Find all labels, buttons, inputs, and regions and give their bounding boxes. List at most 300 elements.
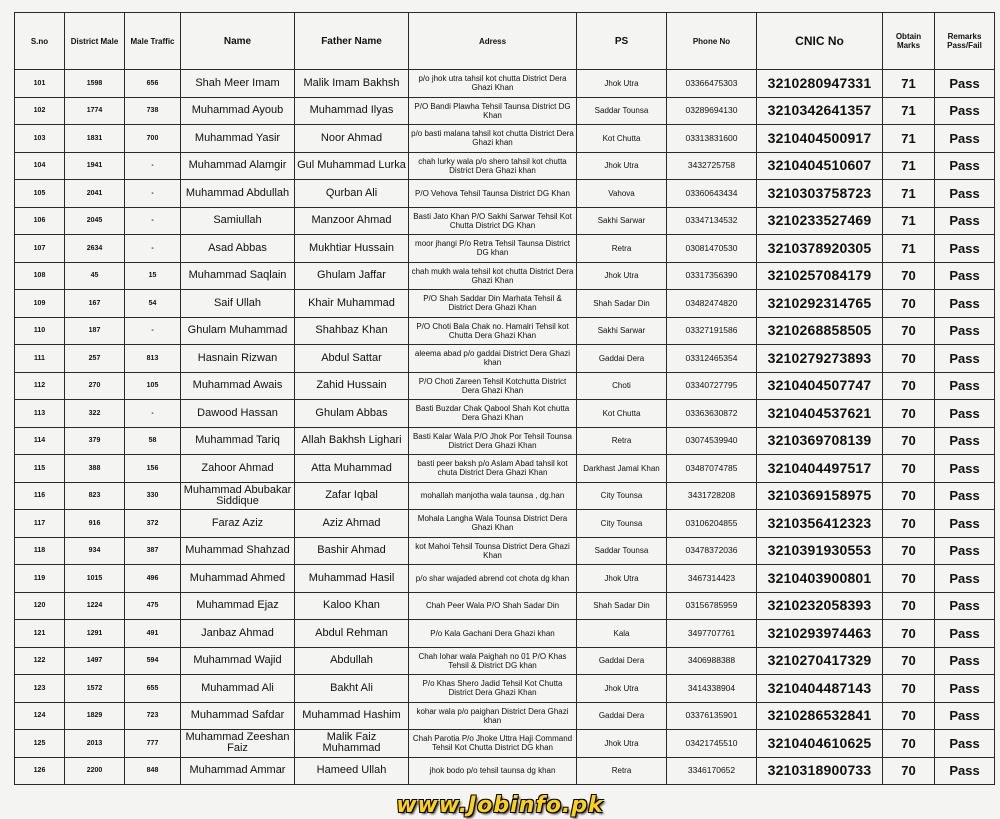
cell-name: Saif Ullah — [181, 290, 295, 318]
header-father-name: Father Name — [295, 13, 409, 70]
cell-address: basti peer baksh p/o Aslam Abad tahsil kot chuta District Dera Ghazi Khan — [409, 455, 577, 483]
cell-district-male: 379 — [65, 427, 125, 455]
cell-sno: 111 — [15, 345, 65, 373]
cell-sno: 120 — [15, 592, 65, 620]
cell-name: Muhammad Ammar — [181, 757, 295, 785]
cell-cnic: 3210404487143 — [757, 675, 883, 703]
cell-marks: 71 — [883, 125, 935, 153]
cell-male-traffic: - — [125, 400, 181, 428]
cell-father-name: Qurban Ali — [295, 180, 409, 208]
cell-sno: 124 — [15, 702, 65, 730]
cell-male-traffic: 387 — [125, 537, 181, 565]
cell-remark: Pass — [935, 455, 995, 483]
cell-remark: Pass — [935, 207, 995, 235]
cell-father-name: Manzoor Ahmad — [295, 207, 409, 235]
cell-father-name: Mukhtiar Hussain — [295, 235, 409, 263]
cell-father-name: Malik Imam Bakhsh — [295, 70, 409, 98]
cell-sno: 113 — [15, 400, 65, 428]
table-row — [15, 647, 995, 675]
cell-district-male: 1291 — [65, 620, 125, 648]
header-male-traffic: Male Traffic — [125, 13, 181, 70]
cell-sno: 122 — [15, 647, 65, 675]
cell-remark: Pass — [935, 125, 995, 153]
cell-phone: 03313831600 — [667, 125, 757, 153]
cell-marks: 70 — [883, 482, 935, 510]
cell-sno: 106 — [15, 207, 65, 235]
cell-address: aleema abad p/o gaddai District Dera Ghazi khan — [409, 345, 577, 373]
cell-district-male: 934 — [65, 537, 125, 565]
cell-remark: Pass — [935, 97, 995, 125]
header-marks: Obtain Marks — [883, 13, 935, 70]
cell-cnic: 3210318900733 — [757, 757, 883, 785]
cell-male-traffic: 594 — [125, 647, 181, 675]
cell-name: Muhammad Tariq — [181, 427, 295, 455]
cell-ps: Saddar Tounsa — [577, 97, 667, 125]
cell-ps: Shah Sadar Din — [577, 290, 667, 318]
cell-male-traffic: 700 — [125, 125, 181, 153]
cell-district-male: 2045 — [65, 207, 125, 235]
cell-phone: 03376135901 — [667, 702, 757, 730]
cell-remark: Pass — [935, 537, 995, 565]
cell-name: Muhammad Zeeshan Faiz — [181, 730, 295, 758]
cell-remark: Pass — [935, 70, 995, 98]
cell-sno: 118 — [15, 537, 65, 565]
cell-father-name: Abdullah — [295, 647, 409, 675]
cell-district-male: 1829 — [65, 702, 125, 730]
cell-marks: 71 — [883, 152, 935, 180]
cell-cnic: 3210286532841 — [757, 702, 883, 730]
cell-cnic: 3210270417329 — [757, 647, 883, 675]
cell-male-traffic: 58 — [125, 427, 181, 455]
cell-address: p/o jhok utra tahsil kot chutta District Dera Ghazi Khan — [409, 70, 577, 98]
cell-sno: 107 — [15, 235, 65, 263]
cell-address: Mohala Langha Wala Tounsa District Dera Ghazi Khan — [409, 510, 577, 538]
table-row — [15, 125, 995, 153]
cell-name: Ghulam Muhammad — [181, 317, 295, 345]
cell-male-traffic: 848 — [125, 757, 181, 785]
cell-cnic: 3210378920305 — [757, 235, 883, 263]
cell-cnic: 3210293974463 — [757, 620, 883, 648]
cell-phone: 3406988388 — [667, 647, 757, 675]
cell-district-male: 2013 — [65, 730, 125, 758]
cell-address: kohar wala p/o paighan District Dera Ghazi khan — [409, 702, 577, 730]
cell-address: chah lurky wala p/o shero tahsil kot chutta District Dera Ghazi khan — [409, 152, 577, 180]
cell-name: Muhammad Ahmed — [181, 565, 295, 593]
cell-cnic: 3210404500917 — [757, 125, 883, 153]
cell-ps: Saddar Tounsa — [577, 537, 667, 565]
cell-address: Chah Parotia P/o Jhoke Uttra Haji Command Tehsil Kot Chutta District DG khan — [409, 730, 577, 758]
table-row — [15, 427, 995, 455]
cell-name: Muhammad Shahzad — [181, 537, 295, 565]
cell-address: Basti Jato Khan P/O Sakhi Sarwar Tehsil Kot Chutta District DG Khan — [409, 207, 577, 235]
cell-name: Hasnain Rizwan — [181, 345, 295, 373]
table-row — [15, 455, 995, 483]
cell-marks: 70 — [883, 730, 935, 758]
cell-father-name: Kaloo Khan — [295, 592, 409, 620]
cell-name: Muhammad Awais — [181, 372, 295, 400]
cell-name: Muhammad Abdullah — [181, 180, 295, 208]
cell-male-traffic: 105 — [125, 372, 181, 400]
cell-address: kot Mahoi Tehsil Tounsa District Dera Ghazi Khan — [409, 537, 577, 565]
cell-district-male: 187 — [65, 317, 125, 345]
cell-sno: 112 — [15, 372, 65, 400]
table-row — [15, 152, 995, 180]
cell-ps: Gaddai Dera — [577, 345, 667, 373]
table-row — [15, 345, 995, 373]
cell-phone: 03347134532 — [667, 207, 757, 235]
cell-cnic: 3210404497517 — [757, 455, 883, 483]
cell-phone: 03478372036 — [667, 537, 757, 565]
watermark: www.Jobinfo.pk — [396, 793, 604, 818]
cell-remark: Pass — [935, 262, 995, 290]
cell-name: Faraz Aziz — [181, 510, 295, 538]
cell-cnic: 3210233527469 — [757, 207, 883, 235]
cell-male-traffic: - — [125, 207, 181, 235]
cell-sno: 108 — [15, 262, 65, 290]
cell-father-name: Bashir Ahmad — [295, 537, 409, 565]
cell-cnic: 3210356412323 — [757, 510, 883, 538]
cell-sno: 126 — [15, 757, 65, 785]
cell-phone: 03363630872 — [667, 400, 757, 428]
cell-remark: Pass — [935, 647, 995, 675]
cell-ps: Jhok Utra — [577, 152, 667, 180]
table-row — [15, 317, 995, 345]
table-row — [15, 510, 995, 538]
cell-sno: 115 — [15, 455, 65, 483]
cell-remark: Pass — [935, 180, 995, 208]
cell-address: P/O Choti Zareen Tehsil Kotchutta District Dera Ghazi Khan — [409, 372, 577, 400]
cell-male-traffic: 491 — [125, 620, 181, 648]
cell-address: Chah lohar wala Paighah no 01 P/O Khas Tehsil & District DG khan — [409, 647, 577, 675]
cell-ps: Jhok Utra — [577, 675, 667, 703]
cell-remark: Pass — [935, 317, 995, 345]
cell-sno: 121 — [15, 620, 65, 648]
cell-phone: 03106204855 — [667, 510, 757, 538]
cell-father-name: Abdul Sattar — [295, 345, 409, 373]
cell-address: p/o shar wajaded abrend cot chota dg khan — [409, 565, 577, 593]
cell-district-male: 1572 — [65, 675, 125, 703]
cell-cnic: 3210404610625 — [757, 730, 883, 758]
cell-ps: Kot Chutta — [577, 125, 667, 153]
cell-address: mohallah manjotha wala taunsa , dg.han — [409, 482, 577, 510]
cell-district-male: 2634 — [65, 235, 125, 263]
cell-phone: 03081470530 — [667, 235, 757, 263]
cell-sno: 104 — [15, 152, 65, 180]
header-remarks: Remarks Pass/Fail — [935, 13, 995, 70]
cell-male-traffic: 330 — [125, 482, 181, 510]
cell-name: Muhammad Ali — [181, 675, 295, 703]
cell-father-name: Atta Muhammad — [295, 455, 409, 483]
cell-ps: Shah Sadar Din — [577, 592, 667, 620]
table-row — [15, 262, 995, 290]
table-row — [15, 702, 995, 730]
cell-male-traffic: - — [125, 180, 181, 208]
cell-marks: 71 — [883, 180, 935, 208]
cell-marks: 70 — [883, 757, 935, 785]
cell-male-traffic: 496 — [125, 565, 181, 593]
cell-phone: 03340727795 — [667, 372, 757, 400]
cell-male-traffic: 54 — [125, 290, 181, 318]
cell-remark: Pass — [935, 400, 995, 428]
cell-name: Samiullah — [181, 207, 295, 235]
cell-phone: 03289694130 — [667, 97, 757, 125]
header-ps: PS — [577, 13, 667, 70]
cell-father-name: Allah Bakhsh Lighari — [295, 427, 409, 455]
table-row — [15, 235, 995, 263]
cell-name: Janbaz Ahmad — [181, 620, 295, 648]
cell-father-name: Hameed Ullah — [295, 757, 409, 785]
cell-phone: 03327191586 — [667, 317, 757, 345]
cell-sno: 110 — [15, 317, 65, 345]
cell-sno: 123 — [15, 675, 65, 703]
cell-phone: 3346170652 — [667, 757, 757, 785]
result-sheet — [14, 12, 994, 785]
cell-marks: 70 — [883, 702, 935, 730]
cell-district-male: 1774 — [65, 97, 125, 125]
cell-address: P/O Bandi Plawha Tehsil Taunsa District DG Khan — [409, 97, 577, 125]
cell-district-male: 1224 — [65, 592, 125, 620]
cell-cnic: 3210232058393 — [757, 592, 883, 620]
cell-marks: 70 — [883, 620, 935, 648]
header-address: Adress — [409, 13, 577, 70]
cell-phone: 03366475303 — [667, 70, 757, 98]
cell-remark: Pass — [935, 565, 995, 593]
cell-father-name: Muhammad Ilyas — [295, 97, 409, 125]
cell-ps: Kala — [577, 620, 667, 648]
cell-father-name: Malik Faiz Muhammad — [295, 730, 409, 758]
table-row — [15, 290, 995, 318]
cell-ps: Retra — [577, 757, 667, 785]
cell-cnic: 3210268858505 — [757, 317, 883, 345]
cell-district-male: 388 — [65, 455, 125, 483]
cell-phone: 03360643434 — [667, 180, 757, 208]
cell-address: Chah Peer Wala P/O Shah Sadar Din — [409, 592, 577, 620]
cell-sno: 105 — [15, 180, 65, 208]
header-district-male: District Male — [65, 13, 125, 70]
cell-marks: 70 — [883, 317, 935, 345]
header-row — [15, 13, 995, 70]
table-row — [15, 180, 995, 208]
cell-ps: Jhok Utra — [577, 730, 667, 758]
table-row — [15, 565, 995, 593]
cell-male-traffic: - — [125, 317, 181, 345]
cell-ps: Jhok Utra — [577, 262, 667, 290]
cell-name: Muhammad Safdar — [181, 702, 295, 730]
cell-father-name: Bakht Ali — [295, 675, 409, 703]
cell-sno: 125 — [15, 730, 65, 758]
cell-marks: 70 — [883, 290, 935, 318]
cell-phone: 3414338904 — [667, 675, 757, 703]
header-cnic: CNIC No — [757, 13, 883, 70]
cell-phone: 03421745510 — [667, 730, 757, 758]
cell-name: Zahoor Ahmad — [181, 455, 295, 483]
cell-remark: Pass — [935, 152, 995, 180]
cell-sno: 114 — [15, 427, 65, 455]
cell-cnic: 3210369158975 — [757, 482, 883, 510]
table-body — [15, 70, 995, 785]
cell-male-traffic: 656 — [125, 70, 181, 98]
cell-address: P/o Khas Shero Jadid Tehsil Kot Chutta District Dera Ghazi Khan — [409, 675, 577, 703]
cell-name: Muhammad Yasir — [181, 125, 295, 153]
cell-address: Basti Buzdar Chak Qabool Shah Kot chutta Dera Ghazi Khan — [409, 400, 577, 428]
header-sno: S.no — [15, 13, 65, 70]
cell-district-male: 270 — [65, 372, 125, 400]
cell-sno: 102 — [15, 97, 65, 125]
cell-cnic: 3210404507747 — [757, 372, 883, 400]
cell-address: P/O Vehova Tehsil Taunsa District DG Khan — [409, 180, 577, 208]
cell-sno: 119 — [15, 565, 65, 593]
table-row — [15, 372, 995, 400]
cell-cnic: 3210280947331 — [757, 70, 883, 98]
cell-phone: 03074539940 — [667, 427, 757, 455]
cell-male-traffic: 813 — [125, 345, 181, 373]
cell-name: Muhammad Ejaz — [181, 592, 295, 620]
table-row — [15, 97, 995, 125]
cell-marks: 70 — [883, 675, 935, 703]
cell-address: P/o Kala Gachani Dera Ghazi khan — [409, 620, 577, 648]
cell-district-male: 1941 — [65, 152, 125, 180]
cell-phone: 3497707761 — [667, 620, 757, 648]
cell-remark: Pass — [935, 620, 995, 648]
cell-father-name: Muhammad Hasil — [295, 565, 409, 593]
cell-remark: Pass — [935, 757, 995, 785]
cell-ps: Jhok Utra — [577, 70, 667, 98]
cell-remark: Pass — [935, 235, 995, 263]
cell-name: Muhammad Alamgir — [181, 152, 295, 180]
header-phone: Phone No — [667, 13, 757, 70]
cell-father-name: Gul Muhammad Lurka — [295, 152, 409, 180]
cell-marks: 71 — [883, 235, 935, 263]
cell-name: Muhammad Saqlain — [181, 262, 295, 290]
cell-cnic: 3210303758723 — [757, 180, 883, 208]
cell-ps: Choti — [577, 372, 667, 400]
cell-address: Basti Kalar Wala P/O Jhok Por Tehsil Tounsa District Dera Ghazi Khan — [409, 427, 577, 455]
cell-district-male: 1598 — [65, 70, 125, 98]
cell-father-name: Muhammad Hashim — [295, 702, 409, 730]
table-row — [15, 730, 995, 758]
table-row — [15, 207, 995, 235]
cell-marks: 70 — [883, 427, 935, 455]
cell-district-male: 1497 — [65, 647, 125, 675]
cell-cnic: 3210342641357 — [757, 97, 883, 125]
cell-cnic: 3210292314765 — [757, 290, 883, 318]
cell-sno: 117 — [15, 510, 65, 538]
cell-cnic: 3210279273893 — [757, 345, 883, 373]
cell-ps: City Tounsa — [577, 482, 667, 510]
cell-cnic: 3210403900801 — [757, 565, 883, 593]
cell-district-male: 167 — [65, 290, 125, 318]
cell-marks: 70 — [883, 372, 935, 400]
cell-ps: Retra — [577, 427, 667, 455]
cell-ps: City Tounsa — [577, 510, 667, 538]
cell-remark: Pass — [935, 702, 995, 730]
cell-marks: 71 — [883, 70, 935, 98]
cell-father-name: Ghulam Jaffar — [295, 262, 409, 290]
cell-name: Asad Abbas — [181, 235, 295, 263]
cell-sno: 109 — [15, 290, 65, 318]
cell-name: Muhammad Abubakar Siddique — [181, 482, 295, 510]
cell-name: Dawood Hassan — [181, 400, 295, 428]
cell-marks: 70 — [883, 537, 935, 565]
header-name: Name — [181, 13, 295, 70]
cell-father-name: Abdul Rehman — [295, 620, 409, 648]
cell-marks: 70 — [883, 400, 935, 428]
cell-sno: 103 — [15, 125, 65, 153]
table-row — [15, 400, 995, 428]
cell-marks: 70 — [883, 647, 935, 675]
cell-father-name: Shahbaz Khan — [295, 317, 409, 345]
cell-phone: 3467314423 — [667, 565, 757, 593]
cell-father-name: Ghulam Abbas — [295, 400, 409, 428]
table-row — [15, 620, 995, 648]
cell-remark: Pass — [935, 372, 995, 400]
cell-remark: Pass — [935, 427, 995, 455]
cell-address: moor jhangi P/o Retra Tehsil Taunsa District DG khan — [409, 235, 577, 263]
cell-sno: 116 — [15, 482, 65, 510]
cell-ps: Kot Chutta — [577, 400, 667, 428]
cell-ps: Darkhast Jamal Khan — [577, 455, 667, 483]
cell-marks: 71 — [883, 207, 935, 235]
cell-address: jhok bodo p/o tehsil taunsa dg khan — [409, 757, 577, 785]
cell-address: chah mukh wala tehsil kot chutta District Dera Ghazi Khan — [409, 262, 577, 290]
cell-name: Muhammad Wajid — [181, 647, 295, 675]
cell-cnic: 3210257084179 — [757, 262, 883, 290]
cell-phone: 3431728208 — [667, 482, 757, 510]
results-table — [14, 12, 995, 785]
table-row — [15, 482, 995, 510]
cell-male-traffic: - — [125, 235, 181, 263]
cell-sno: 101 — [15, 70, 65, 98]
cell-cnic: 3210404537621 — [757, 400, 883, 428]
cell-remark: Pass — [935, 675, 995, 703]
cell-marks: 70 — [883, 262, 935, 290]
cell-marks: 70 — [883, 592, 935, 620]
cell-remark: Pass — [935, 345, 995, 373]
cell-ps: Retra — [577, 235, 667, 263]
cell-father-name: Noor Ahmad — [295, 125, 409, 153]
cell-cnic: 3210369708139 — [757, 427, 883, 455]
cell-father-name: Aziz Ahmad — [295, 510, 409, 538]
cell-marks: 70 — [883, 510, 935, 538]
cell-address: P/O Choti Bala Chak no. Hamalri Tehsil kot Chutta Dera Ghazi Khan — [409, 317, 577, 345]
cell-father-name: Khair Muhammad — [295, 290, 409, 318]
table-row — [15, 757, 995, 785]
cell-phone: 03482474820 — [667, 290, 757, 318]
cell-ps: Gaddai Dera — [577, 647, 667, 675]
cell-remark: Pass — [935, 730, 995, 758]
cell-district-male: 916 — [65, 510, 125, 538]
table-row — [15, 70, 995, 98]
cell-cnic: 3210404510607 — [757, 152, 883, 180]
cell-ps: Sakhi Sarwar — [577, 207, 667, 235]
cell-remark: Pass — [935, 510, 995, 538]
cell-district-male: 823 — [65, 482, 125, 510]
cell-remark: Pass — [935, 290, 995, 318]
cell-father-name: Zahid Hussain — [295, 372, 409, 400]
cell-male-traffic: 15 — [125, 262, 181, 290]
cell-ps: Gaddai Dera — [577, 702, 667, 730]
cell-address: P/O Shah Saddar Din Marhata Tehsil & District Dera Ghazi Khan — [409, 290, 577, 318]
cell-address: p/o basti malana tahsil kot chutta District Dera Ghazi khan — [409, 125, 577, 153]
cell-ps: Jhok Utra — [577, 565, 667, 593]
cell-ps: Sakhi Sarwar — [577, 317, 667, 345]
cell-male-traffic: - — [125, 152, 181, 180]
cell-cnic: 3210391930553 — [757, 537, 883, 565]
table-row — [15, 675, 995, 703]
cell-phone: 03317356390 — [667, 262, 757, 290]
cell-district-male: 1015 — [65, 565, 125, 593]
table-row — [15, 592, 995, 620]
